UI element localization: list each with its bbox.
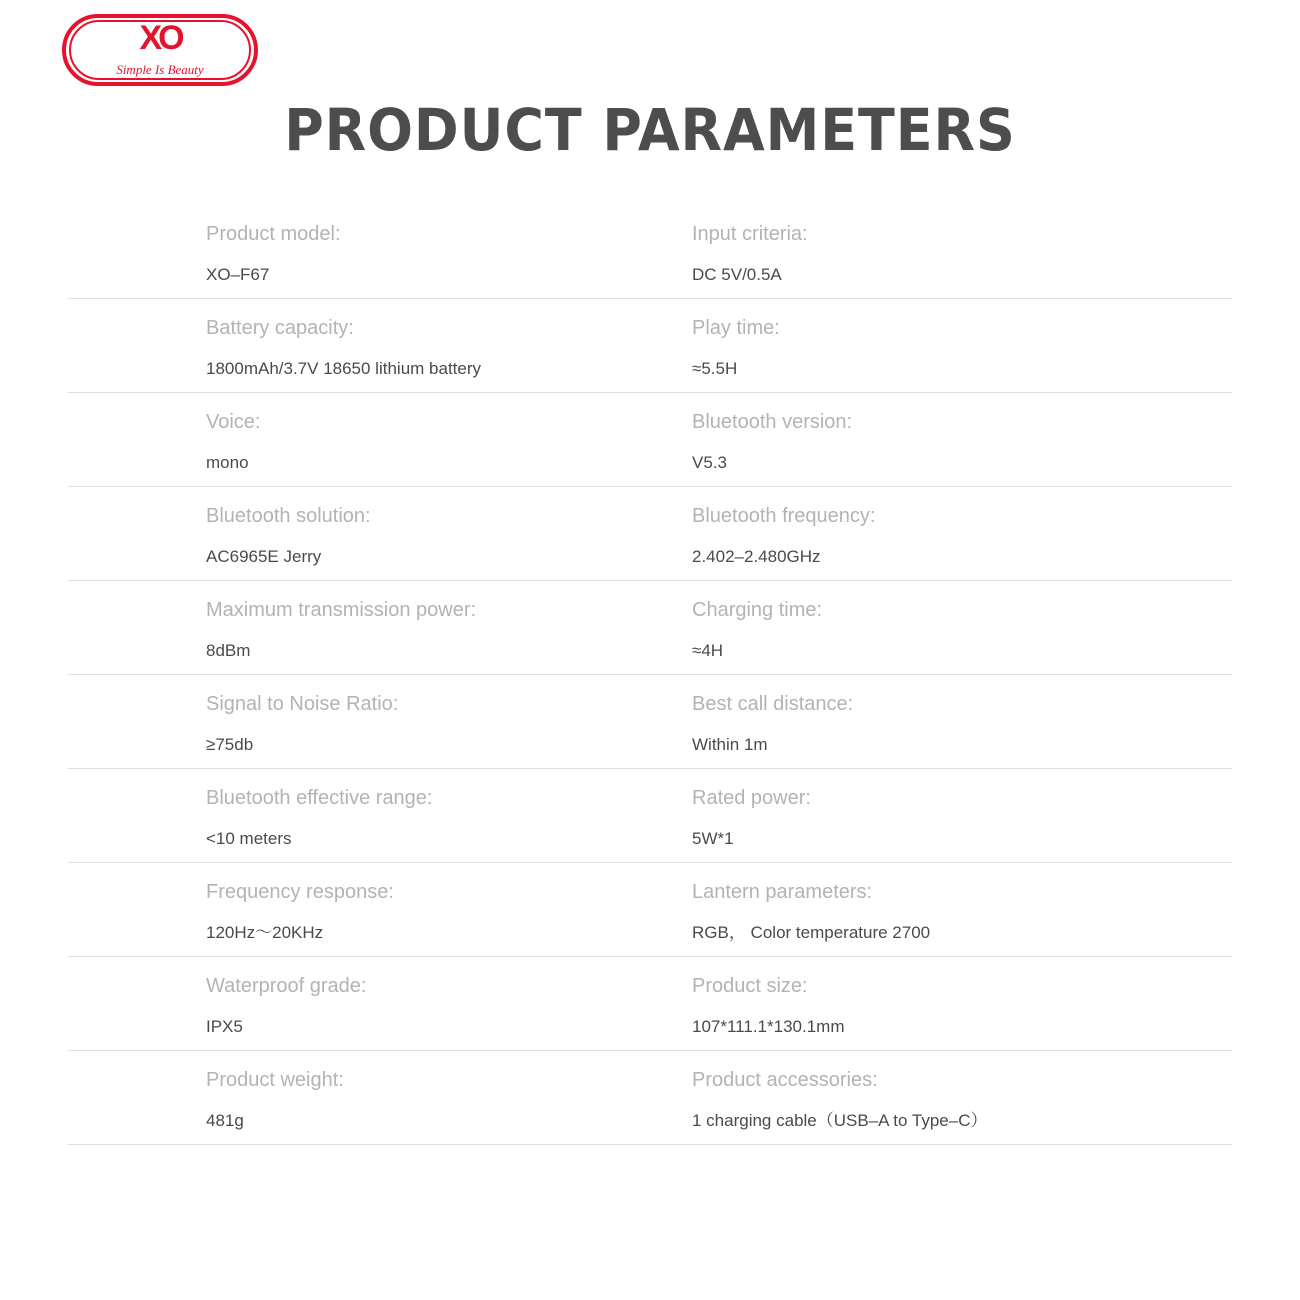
spec-value: IPX5 [206,1017,243,1036]
spec-value: Within 1m [692,735,768,754]
spec-value: DC 5V/0.5A [692,265,782,284]
spec-cell-right [686,393,1232,474]
spec-value: ≈5.5H [692,359,738,378]
spec-value: ≈4H [692,641,724,660]
spec-cell-left [68,205,686,286]
page-title: PRODUCT PARAMETERS [284,96,1016,164]
spec-value: <10 meters [206,829,292,848]
spec-label: Bluetooth version: [692,411,853,433]
spec-cell-right [686,769,1232,850]
spec-label: Battery capacity: [206,317,354,339]
spec-label: Bluetooth frequency: [692,505,876,527]
table-row [68,581,1232,675]
spec-value: 481g [206,1111,244,1130]
spec-label: Best call distance: [692,693,854,715]
spec-label: Product size: [692,975,808,997]
spec-value: RGB， Color temperature 2700 [692,923,931,942]
spec-value: 120Hz～20KHz [206,923,324,942]
spec-label: Charging time: [692,599,823,621]
spec-label: Bluetooth solution: [206,505,371,527]
spec-cell-right [686,675,1232,756]
spec-value: 2.402–2.480GHz [692,547,821,566]
table-row [68,675,1232,769]
spec-value: 8dBm [206,641,251,660]
table-row [68,299,1232,393]
spec-value: 5W*1 [692,829,734,848]
logo-wordmark: XO [139,19,181,57]
brand-logo [62,14,258,86]
spec-cell-left [68,957,686,1038]
spec-cell-right [686,205,1232,286]
spec-label: Lantern parameters: [692,881,873,903]
spec-label: Signal to Noise Ratio: [206,693,399,715]
spec-cell-left [68,299,686,380]
spec-label: Input criteria: [692,223,808,245]
spec-cell-right [686,863,1232,944]
spec-label: Play time: [692,317,780,339]
spec-label: Waterproof grade: [206,975,367,997]
spec-cell-left [68,675,686,756]
spec-cell-left [68,393,686,474]
spec-label: Frequency response: [206,881,394,903]
spec-label: Product weight: [206,1069,344,1091]
spec-value: V5.3 [692,453,727,472]
spec-value: AC6965E Jerry [206,547,322,566]
table-row [68,769,1232,863]
spec-cell-right [686,487,1232,568]
spec-cell-left [68,863,686,944]
spec-label: Bluetooth effective range: [206,787,433,809]
spec-label: Maximum transmission power: [206,599,477,621]
spec-cell-right [686,1051,1232,1132]
table-row [68,487,1232,581]
spec-label: Voice: [206,411,261,433]
spec-cell-left [68,581,686,662]
spec-cell-left [68,487,686,568]
spec-cell-right [686,299,1232,380]
table-row [68,863,1232,957]
spec-value: XO–F67 [206,265,270,284]
spec-label: Rated power: [692,787,811,809]
spec-cell-left [68,769,686,850]
spec-label: Product accessories: [692,1069,878,1091]
table-row [68,1051,1232,1145]
spec-cell-right [686,957,1232,1038]
spec-value: 107*111.1*130.1mm [692,1017,845,1036]
spec-cell-right [686,581,1232,662]
spec-value: 1 charging cable（USB–A to Type–C） [692,1111,988,1130]
spec-value: 1800mAh/3.7V 18650 lithium battery [206,359,482,378]
table-row [68,393,1232,487]
product-parameters-table [68,205,1232,1145]
spec-value: mono [206,453,249,472]
table-row [68,957,1232,1051]
table-row [68,205,1232,299]
spec-value: ≥75db [206,735,254,754]
spec-cell-left [68,1051,686,1132]
spec-label: Product model: [206,223,341,245]
logo-tagline: Simple Is Beauty [116,62,204,77]
